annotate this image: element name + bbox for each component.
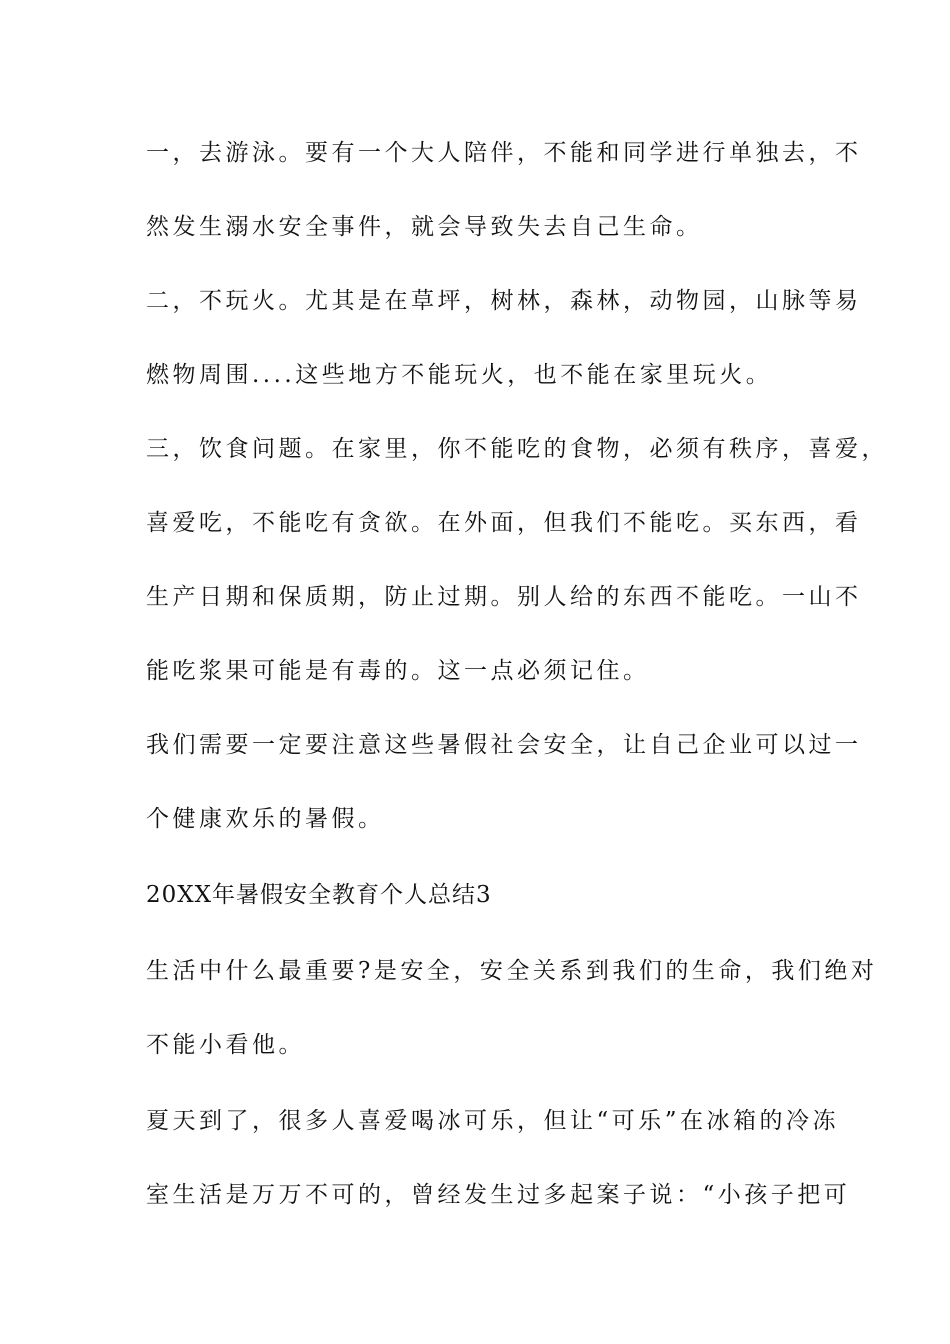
section-heading: 20XX年暑假安全教育个人总结3	[146, 882, 492, 908]
text-line: 然发生溺水安全事件，就会导致失去自己生命。	[146, 214, 703, 240]
text-line: 不能小看他。	[146, 1032, 305, 1058]
text-line: 个健康欢乐的暑假。	[146, 806, 385, 832]
text-line: 一，去游泳。要有一个大人陪伴，不能和同学进行单独去，不	[146, 140, 862, 166]
text-line: 能吃浆果可能是有毒的。这一点必须记住。	[146, 658, 650, 684]
text-line: 三，饮食问题。在家里，你不能吃的食物，必须有秩序，喜爱，	[146, 436, 888, 462]
text-line: 我们需要一定要注意这些暑假社会安全，让自己企业可以过一	[146, 732, 862, 758]
text-line: 室生活是万万不可的，曾经发生过多起案子说：“小孩子把可	[146, 1182, 851, 1208]
text-line: 燃物周围....这些地方不能玩火，也不能在家里玩火。	[146, 362, 773, 388]
text-line: 二，不玩火。尤其是在草坪，树林，森林，动物园，山脉等易	[146, 288, 862, 314]
text-line: 生活中什么最重要?是安全，安全关系到我们的生命，我们绝对	[146, 958, 878, 984]
text-line: 喜爱吃，不能吃有贪欲。在外面，但我们不能吃。买东西，看	[146, 510, 862, 536]
text-line: 夏天到了，很多人喜爱喝冰可乐，但让“可乐”在冰箱的冷冻	[146, 1108, 840, 1134]
text-line: 生产日期和保质期，防止过期。别人给的东西不能吃。一山不	[146, 584, 862, 610]
